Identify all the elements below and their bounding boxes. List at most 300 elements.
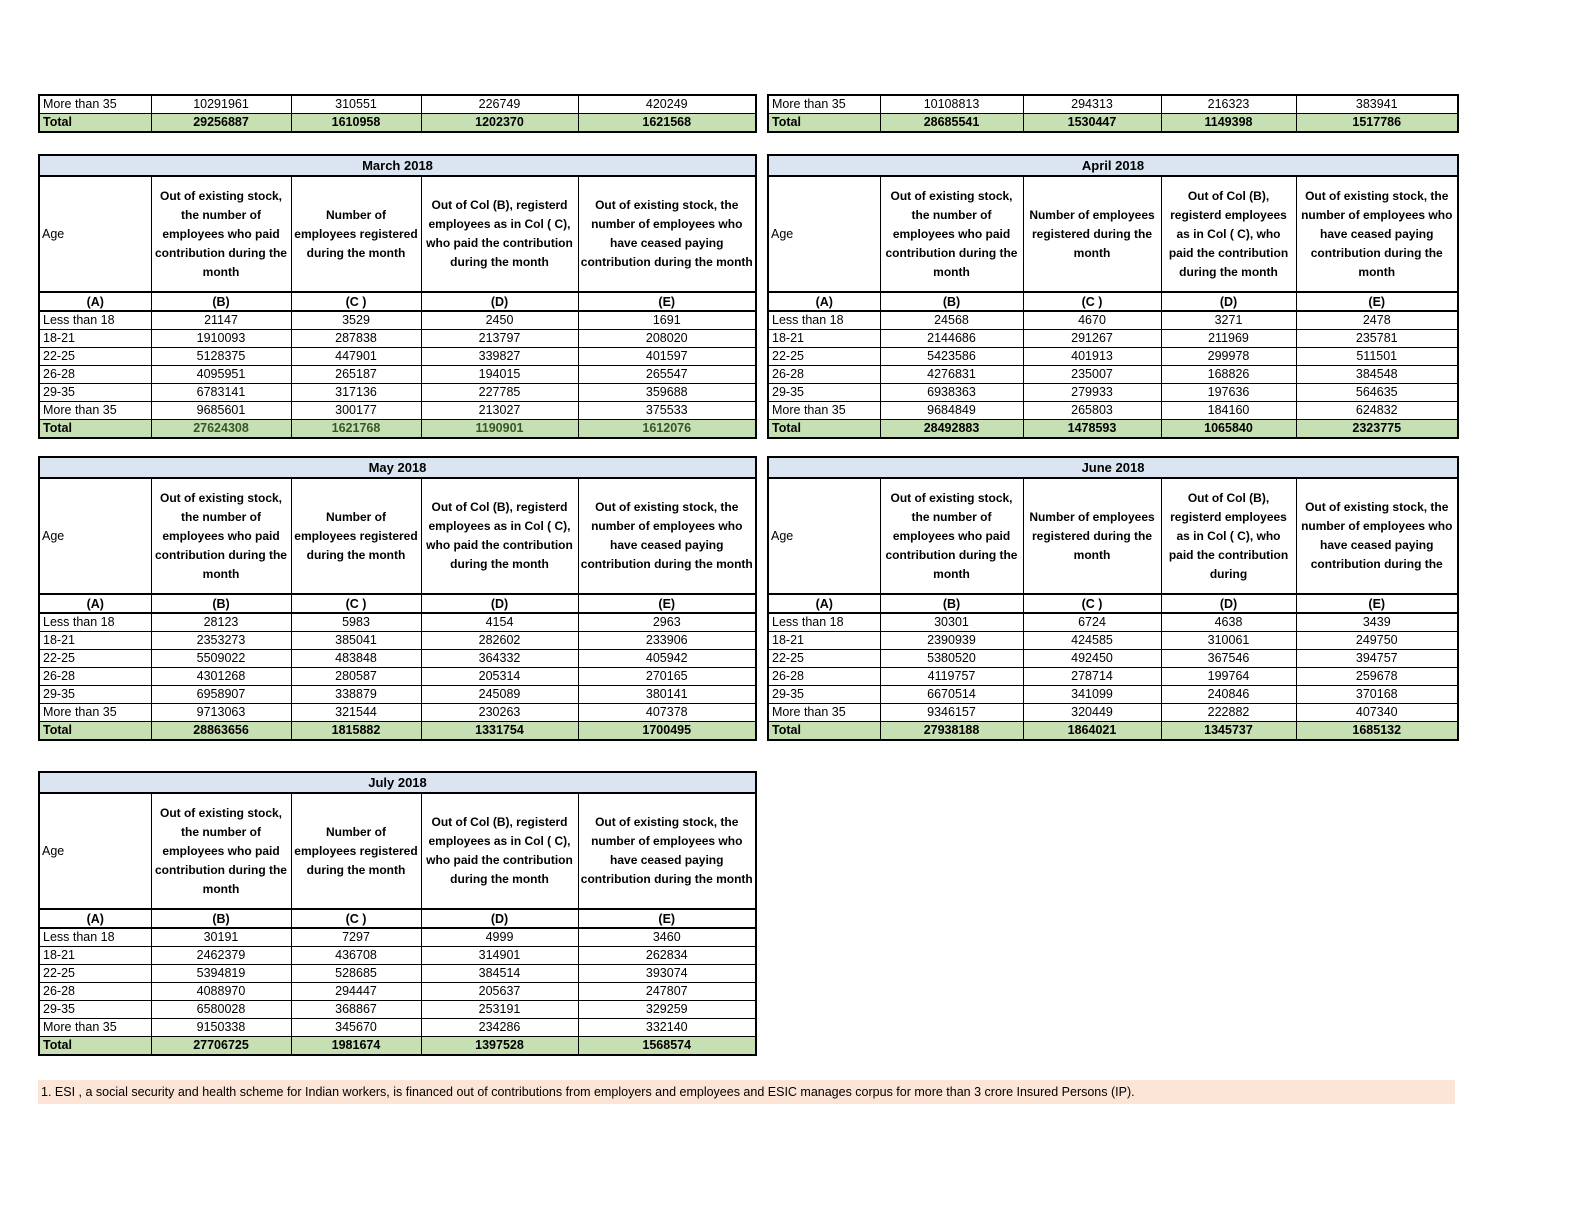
header-col-e: Out of existing stock, the number of employees who have ceased paying contribution during the month [578,176,756,292]
value-cell: 28123 [151,613,291,632]
value-cell: 230263 [421,704,578,722]
value-cell: 436708 [291,947,421,965]
month-table-may [38,456,757,741]
value-cell: 233906 [578,632,756,650]
header-col-b: Out of existing stock, the number of employees who paid contribution during the month [151,793,291,909]
value-cell: 4095951 [151,366,291,384]
age-group-label: 29-35 [768,686,880,704]
value-cell: 564635 [1296,384,1458,402]
table-row [768,613,1458,632]
age-group-label: Total [768,114,880,133]
july-row [38,771,1584,1056]
age-group-label: 29-35 [39,384,151,402]
col-letter: (C ) [291,292,421,311]
age-group-label: 18-21 [768,330,880,348]
value-cell: 194015 [421,366,578,384]
value-cell: 332140 [578,1019,756,1037]
table-row [39,348,756,366]
value-cell: 216323 [1161,95,1296,114]
value-cell: 407378 [578,704,756,722]
value-cell: 375533 [578,402,756,420]
value-cell: 234286 [421,1019,578,1037]
col-letter: (D) [421,594,578,613]
value-cell: 291267 [1023,330,1161,348]
value-cell: 368867 [291,1001,421,1019]
value-cell: 30191 [151,928,291,947]
value-cell: 249750 [1296,632,1458,650]
value-cell: 300177 [291,402,421,420]
value-cell: 2963 [578,613,756,632]
value-cell: 226749 [421,95,578,114]
table-row [768,95,1458,114]
header-col-b: Out of existing stock, the number of employees who paid contribution during the month [880,176,1023,292]
col-letter: (E) [578,909,756,928]
value-cell: 345670 [291,1019,421,1037]
age-group-label: Less than 18 [768,613,880,632]
header-col-d: Out of Col (B), registerd employees as in Col ( C), who paid the contribution during the month [421,793,578,909]
value-cell: 5380520 [880,650,1023,668]
total-row [39,722,756,741]
table-row [39,704,756,722]
value-cell: 314901 [421,947,578,965]
value-cell: 9150338 [151,1019,291,1037]
value-cell: 9713063 [151,704,291,722]
table-row [39,947,756,965]
value-cell: 1621768 [291,420,421,439]
value-cell: 424585 [1023,632,1161,650]
value-cell: 280587 [291,668,421,686]
value-cell: 385041 [291,632,421,650]
header-col-c: Number of employees registered during the month [1023,478,1161,594]
value-cell: 208020 [578,330,756,348]
value-cell: 5509022 [151,650,291,668]
value-cell: 197636 [1161,384,1296,402]
value-cell: 259678 [1296,668,1458,686]
age-group-label: 22-25 [39,965,151,983]
month-title: June 2018 [768,457,1458,478]
value-cell: 5394819 [151,965,291,983]
age-group-label: More than 35 [39,704,151,722]
value-cell: 3271 [1161,311,1296,330]
value-cell: 1981674 [291,1037,421,1056]
value-cell: 4638 [1161,613,1296,632]
value-cell: 240846 [1161,686,1296,704]
total-row [768,420,1458,439]
col-letter: (B) [151,292,291,311]
table-row [39,330,756,348]
value-cell: 1691 [578,311,756,330]
col-letter: (A) [39,594,151,613]
table-row [768,311,1458,330]
col-letter: (B) [151,909,291,928]
age-group-label: Total [39,722,151,741]
value-cell: 4999 [421,928,578,947]
header-col-d: Out of Col (B), registerd employees as in Col ( C), who paid the contribution during the month [421,478,578,594]
header-row [768,478,1458,594]
col-letter: (D) [1161,594,1296,613]
col-letter: (C ) [291,594,421,613]
header-col-e: Out of existing stock, the number of employees who have ceased paying contribution during the month [578,793,756,909]
value-cell: 1700495 [578,722,756,741]
value-cell: 383941 [1296,95,1458,114]
col-letter: (A) [768,292,880,311]
total-row [768,114,1458,133]
column-letter-row [768,292,1458,311]
value-cell: 1065840 [1161,420,1296,439]
age-group-label: More than 35 [39,402,151,420]
may-june-row [38,456,1584,741]
value-cell: 9685601 [151,402,291,420]
value-cell: 2323775 [1296,420,1458,439]
value-cell: 6580028 [151,1001,291,1019]
month-table-july [38,771,757,1056]
value-cell: 235007 [1023,366,1161,384]
header-col-c: Number of employees registered during the month [291,478,421,594]
header-col-d: Out of Col (B), registerd employees as in Col ( C), who paid the contribution during [1161,478,1296,594]
value-cell: 205637 [421,983,578,1001]
value-cell: 213027 [421,402,578,420]
value-cell: 447901 [291,348,421,366]
top-table-right [767,94,1459,133]
value-cell: 9684849 [880,402,1023,420]
value-cell: 384548 [1296,366,1458,384]
month-title: April 2018 [768,155,1458,176]
month-title: May 2018 [39,457,756,478]
header-col-d: Out of Col (B), registerd employees as in Col ( C), who paid the contribution during the month [421,176,578,292]
table-row [768,402,1458,420]
header-age: Age [39,176,151,292]
value-cell: 227785 [421,384,578,402]
value-cell: 359688 [578,384,756,402]
header-col-c: Number of employees registered during the month [1023,176,1161,292]
header-col-b: Out of existing stock, the number of employees who paid contribution during the month [880,478,1023,594]
col-letter: (E) [1296,594,1458,613]
age-group-label: More than 35 [39,95,151,114]
value-cell: 3439 [1296,613,1458,632]
value-cell: 245089 [421,686,578,704]
age-group-label: Less than 18 [768,311,880,330]
header-age: Age [768,478,880,594]
age-group-label: 26-28 [39,366,151,384]
table-row [39,983,756,1001]
value-cell: 338879 [291,686,421,704]
value-cell: 339827 [421,348,578,366]
value-cell: 28863656 [151,722,291,741]
age-group-label: 22-25 [768,348,880,366]
value-cell: 364332 [421,650,578,668]
table-row [768,348,1458,366]
value-cell: 341099 [1023,686,1161,704]
value-cell: 624832 [1296,402,1458,420]
value-cell: 270165 [578,668,756,686]
value-cell: 380141 [578,686,756,704]
value-cell: 6670514 [880,686,1023,704]
value-cell: 294313 [1023,95,1161,114]
value-cell: 10291961 [151,95,291,114]
value-cell: 27706725 [151,1037,291,1056]
footnote: 1. ESI , a social security and health scheme for Indian workers, is financed out of contributions from employers and employees and ESIC manages corpus for more than 3 crore Insured Persons (IP). [38,1080,1455,1104]
age-group-label: Total [768,420,880,439]
age-group-label: 29-35 [39,686,151,704]
value-cell: 222882 [1161,704,1296,722]
value-cell: 1612076 [578,420,756,439]
value-cell: 1685132 [1296,722,1458,741]
value-cell: 528685 [291,965,421,983]
value-cell: 4154 [421,613,578,632]
col-letter: (A) [768,594,880,613]
age-group-label: 18-21 [768,632,880,650]
table-row [39,402,756,420]
value-cell: 394757 [1296,650,1458,668]
age-group-label: More than 35 [768,95,880,114]
value-cell: 2353273 [151,632,291,650]
age-group-label: Less than 18 [39,311,151,330]
table-row [39,95,756,114]
march-april-row [38,154,1584,439]
table-row [39,1001,756,1019]
col-letter: (C ) [1023,292,1161,311]
top-table-left [38,94,757,133]
value-cell: 168826 [1161,366,1296,384]
header-row [39,176,756,292]
col-letter: (C ) [291,909,421,928]
table-row [768,384,1458,402]
table-row [39,650,756,668]
header-row [39,793,756,909]
value-cell: 401913 [1023,348,1161,366]
month-table-march [38,154,757,439]
value-cell: 247807 [578,983,756,1001]
value-cell: 10108813 [880,95,1023,114]
col-letter: (D) [1161,292,1296,311]
value-cell: 4119757 [880,668,1023,686]
value-cell: 2390939 [880,632,1023,650]
value-cell: 4276831 [880,366,1023,384]
header-col-e: Out of existing stock, the number of employees who have ceased paying contribution during the month [578,478,756,594]
col-letter: (B) [880,594,1023,613]
value-cell: 320449 [1023,704,1161,722]
column-letter-row [39,594,756,613]
value-cell: 401597 [578,348,756,366]
age-group-label: 26-28 [39,668,151,686]
value-cell: 265187 [291,366,421,384]
value-cell: 279933 [1023,384,1161,402]
value-cell: 1864021 [1023,722,1161,741]
table-row [39,928,756,947]
total-row [39,114,756,133]
value-cell: 483848 [291,650,421,668]
col-letter: (A) [39,909,151,928]
age-group-label: Total [768,722,880,741]
value-cell: 265803 [1023,402,1161,420]
age-group-label: 22-25 [39,348,151,366]
age-group-label: Total [39,114,151,133]
value-cell: 294447 [291,983,421,1001]
value-cell: 1345737 [1161,722,1296,741]
age-group-label: 26-28 [768,668,880,686]
col-letter: (C ) [1023,594,1161,613]
value-cell: 310551 [291,95,421,114]
age-group-label: Less than 18 [39,928,151,947]
value-cell: 1149398 [1161,114,1296,133]
table-row [39,632,756,650]
header-col-e: Out of existing stock, the number of employees who have ceased paying contribution during the month [1296,176,1458,292]
value-cell: 6938363 [880,384,1023,402]
value-cell: 6783141 [151,384,291,402]
col-letter: (B) [151,594,291,613]
value-cell: 9346157 [880,704,1023,722]
header-col-c: Number of employees registered during the month [291,176,421,292]
age-group-label: 18-21 [39,947,151,965]
value-cell: 317136 [291,384,421,402]
age-group-label: 29-35 [39,1001,151,1019]
value-cell: 5983 [291,613,421,632]
value-cell: 27624308 [151,420,291,439]
value-cell: 310061 [1161,632,1296,650]
col-letter: (D) [421,909,578,928]
age-group-label: Total [39,420,151,439]
value-cell: 367546 [1161,650,1296,668]
value-cell: 4301268 [151,668,291,686]
value-cell: 1202370 [421,114,578,133]
month-title: July 2018 [39,772,756,793]
table-row [39,668,756,686]
value-cell: 253191 [421,1001,578,1019]
value-cell: 199764 [1161,668,1296,686]
age-group-label: 26-28 [39,983,151,1001]
value-cell: 184160 [1161,402,1296,420]
total-row [39,420,756,439]
value-cell: 405942 [578,650,756,668]
value-cell: 28492883 [880,420,1023,439]
value-cell: 2478 [1296,311,1458,330]
value-cell: 329259 [578,1001,756,1019]
value-cell: 1815882 [291,722,421,741]
table-row [39,366,756,384]
value-cell: 370168 [1296,686,1458,704]
value-cell: 5128375 [151,348,291,366]
month-table-april [767,154,1459,439]
col-letter: (B) [880,292,1023,311]
value-cell: 265547 [578,366,756,384]
month-table-june [767,456,1459,741]
age-group-label: 18-21 [39,632,151,650]
col-letter: (E) [578,594,756,613]
table-row [768,632,1458,650]
value-cell: 407340 [1296,704,1458,722]
value-cell: 6724 [1023,613,1161,632]
value-cell: 3460 [578,928,756,947]
value-cell: 7297 [291,928,421,947]
age-group-label: 18-21 [39,330,151,348]
header-age: Age [39,793,151,909]
age-group-label: 22-25 [768,650,880,668]
age-group-label: 22-25 [39,650,151,668]
age-group-label: More than 35 [39,1019,151,1037]
value-cell: 235781 [1296,330,1458,348]
column-letter-row [39,909,756,928]
header-col-c: Number of employees registered during the month [291,793,421,909]
header-col-b: Out of existing stock, the number of employees who paid contribution during the month [151,478,291,594]
value-cell: 4088970 [151,983,291,1001]
table-row [768,704,1458,722]
value-cell: 384514 [421,965,578,983]
value-cell: 30301 [880,613,1023,632]
header-col-d: Out of Col (B), registerd employees as in Col ( C), who paid the contribution during the month [1161,176,1296,292]
col-letter: (D) [421,292,578,311]
table-row [39,965,756,983]
value-cell: 3529 [291,311,421,330]
value-cell: 211969 [1161,330,1296,348]
age-group-label: More than 35 [768,402,880,420]
age-group-label: 26-28 [768,366,880,384]
table-row [39,613,756,632]
total-row [768,722,1458,741]
value-cell: 299978 [1161,348,1296,366]
value-cell: 511501 [1296,348,1458,366]
value-cell: 2462379 [151,947,291,965]
value-cell: 21147 [151,311,291,330]
value-cell: 1568574 [578,1037,756,1056]
header-row [768,176,1458,292]
value-cell: 205314 [421,668,578,686]
column-letter-row [39,292,756,311]
table-row [768,668,1458,686]
header-col-e: Out of existing stock, the number of employees who have ceased paying contribution during the [1296,478,1458,594]
value-cell: 1331754 [421,722,578,741]
value-cell: 1610958 [291,114,421,133]
total-row [39,1037,756,1056]
column-letter-row [768,594,1458,613]
table-row [39,686,756,704]
age-group-label: 29-35 [768,384,880,402]
value-cell: 420249 [578,95,756,114]
value-cell: 1621568 [578,114,756,133]
table-row [768,330,1458,348]
value-cell: 492450 [1023,650,1161,668]
month-title: March 2018 [39,155,756,176]
value-cell: 321544 [291,704,421,722]
value-cell: 5423586 [880,348,1023,366]
value-cell: 28685541 [880,114,1023,133]
header-col-b: Out of existing stock, the number of employees who paid contribution during the month [151,176,291,292]
value-cell: 4670 [1023,311,1161,330]
value-cell: 278714 [1023,668,1161,686]
age-group-label: More than 35 [768,704,880,722]
header-age: Age [768,176,880,292]
value-cell: 27938188 [880,722,1023,741]
col-letter: (E) [578,292,756,311]
age-group-label: Total [39,1037,151,1056]
value-cell: 287838 [291,330,421,348]
value-cell: 1397528 [421,1037,578,1056]
value-cell: 1478593 [1023,420,1161,439]
value-cell: 2450 [421,311,578,330]
value-cell: 282602 [421,632,578,650]
value-cell: 213797 [421,330,578,348]
value-cell: 262834 [578,947,756,965]
value-cell: 1517786 [1296,114,1458,133]
value-cell: 29256887 [151,114,291,133]
value-cell: 393074 [578,965,756,983]
table-row [768,366,1458,384]
table-row [39,311,756,330]
header-age: Age [39,478,151,594]
value-cell: 24568 [880,311,1023,330]
table-row [39,1019,756,1037]
top-tables-row [38,94,1584,133]
table-row [768,686,1458,704]
